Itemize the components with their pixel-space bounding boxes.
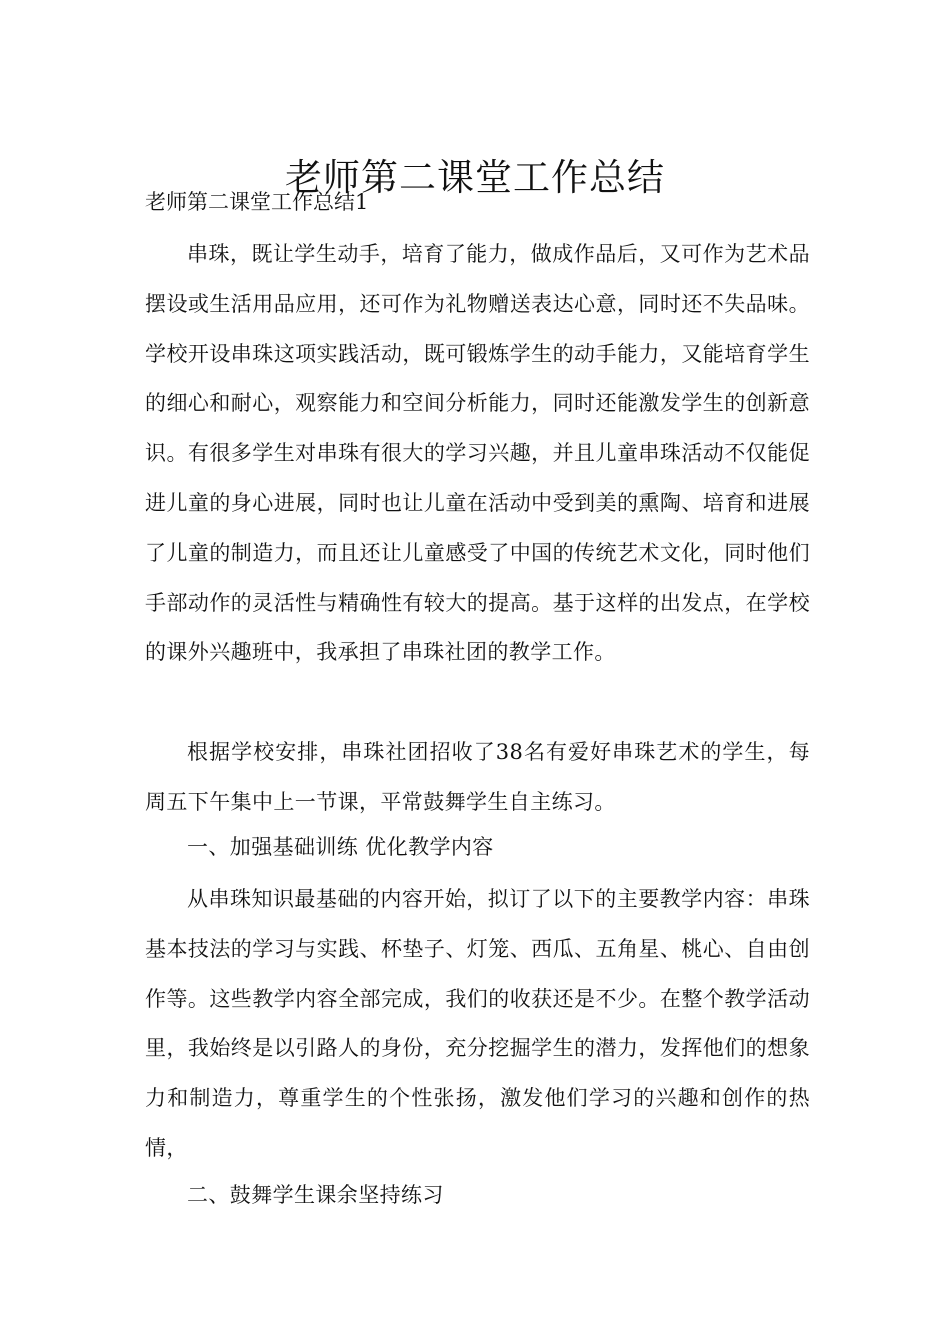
section-heading-1: 一、加强基础训练 优化教学内容: [187, 835, 494, 859]
document-subtitle: 老师第二课堂工作总结1: [145, 190, 369, 214]
paragraph-intro: 串珠，既让学生动手，培育了能力，做成作品后，又可作为艺术品摆设或生活用品应用，还可作为礼物赠送表达心意，同时还不失品味。学校开设串珠这项实践活动，既可锻炼学生的动手能力，又能培育学生的细心和耐心，观察能力和空间分析能力，同时还能激发学生的创新意识。有很多学生对串珠有很大的学习兴趣，并且儿童串珠活动不仅能促进儿童的身心进展，同时也让儿童在活动中受到美的熏陶、培育和进展了儿童的制造力，而且还让儿童感受了中国的传统艺术文化，同时他们手部动作的灵活性与精确性有较大的提高。基于这样的出发点，在学校的课外兴趣班中，我承担了串珠社团的教学工作。: [145, 242, 810, 665]
paragraph-arrangement: 根据学校安排，串珠社团招收了38名有爱好串珠艺术的学生，每周五下午集中上一节课，平常鼓舞学生自主练习。: [145, 740, 810, 814]
document-title: 老师第二课堂工作总结: [285, 155, 665, 199]
paragraph-content: 从串珠知识最基础的内容开始，拟订了以下的主要教学内容：串珠基本技法的学习与实践、杯垫子、灯笼、西瓜、五角星、桃心、自由创作等。这些教学内容全部完成，我们的收获还是不少。在整个教学活动里，我始终是以引路人的身份，充分挖掘学生的潜力，发挥他们的想象力和制造力，尊重学生的个性张扬，激发他们学习的兴趣和创作的热情，: [145, 887, 810, 1160]
section-heading-2: 二、鼓舞学生课余坚持练习: [187, 1183, 444, 1207]
